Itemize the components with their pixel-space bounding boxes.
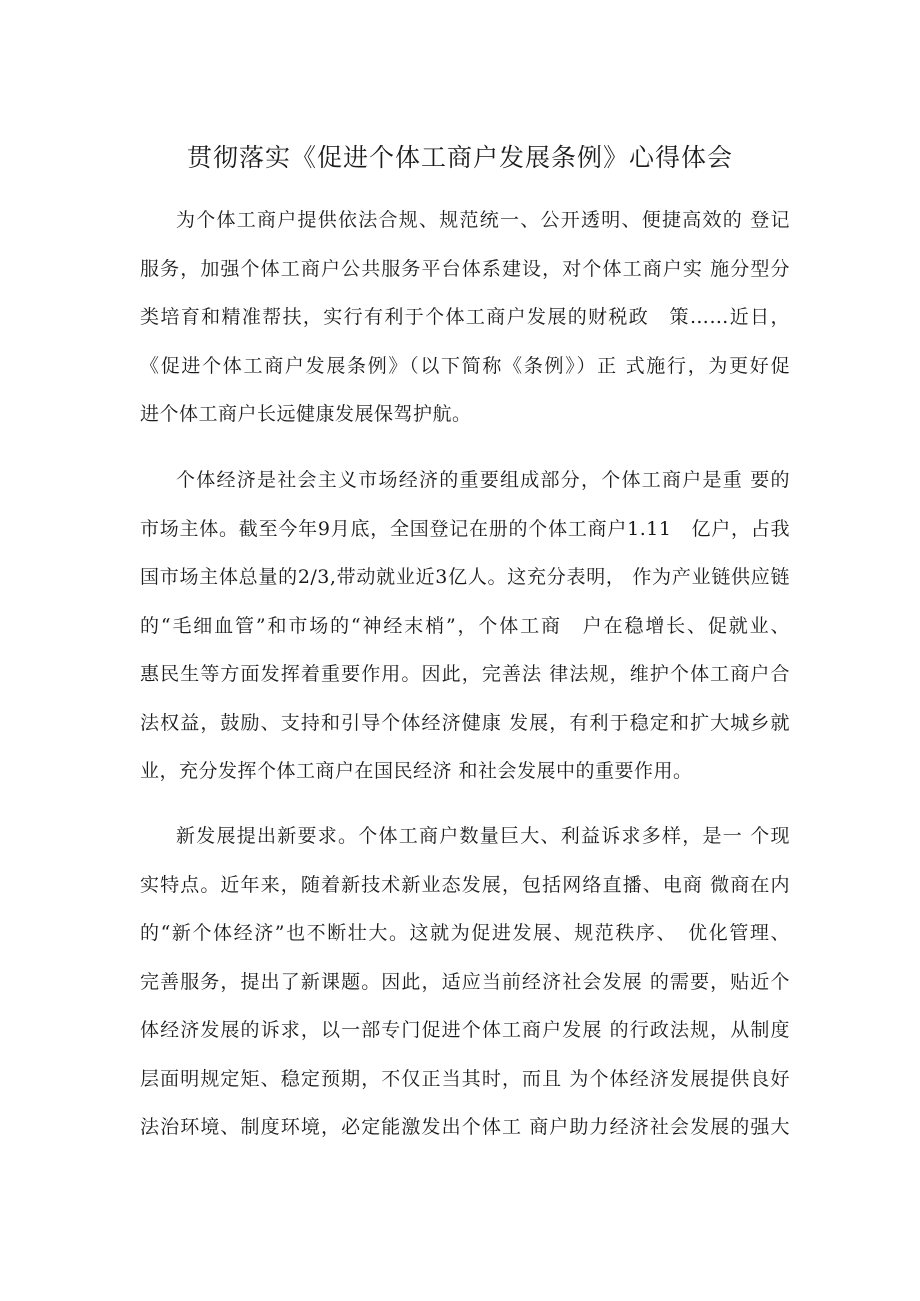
paragraph-line: 《促进个体工商户发展条例》（以下简称《条例》）正 式施行，为更好促	[140, 354, 790, 377]
paragraph-line: 业，充分发挥个体工商户在国民经济 和社会发展中的重要作用。	[140, 760, 693, 782]
paragraph-line: 完善服务，提出了新课题。因此，适应当前经济社会发展 的需要，贴近个	[140, 970, 790, 993]
paragraph-line: 服务，加强个体工商户公共服务平台体系建设，对个体工商户实 施分型分	[140, 257, 790, 280]
paragraph-line: 新发展提出新要求。个体工商户数量巨大、利益诉求多样，是一 个现	[176, 825, 790, 847]
paragraph-line: 的“毛细血管”和市场的“神经末梢”，个体工商 户在稳增长、促就业、	[140, 614, 790, 637]
paragraph-line: 个体经济是社会主义市场经济的重要组成部分，个体工商户是重 要的	[176, 469, 790, 491]
paragraph-line: 的“新个体经济”也不断壮大。这就为促进发展、规范秩序、 优化管理、	[140, 922, 790, 944]
paragraph-1	[140, 196, 790, 439]
paragraph-line: 惠民生等方面发挥着重要作用。因此，完善法 律法规，维护个体工商户合	[140, 663, 790, 685]
paragraph-line: 体经济发展的诉求，以一部专门促进个体工商户发展 的行政法规，从制度	[140, 1019, 790, 1041]
paragraph-line: 法权益，鼓励、支持和引导个体经济健康 发展，有利于稳定和扩大城乡就	[140, 711, 790, 734]
paragraph-line: 层面明规定矩、稳定预期，不仅正当其时，而且 为个体经济发展提供良好	[140, 1067, 790, 1090]
paragraph-line: 国市场主体总量的2/3,带动就业近3亿人。这充分表明， 作为产业链供应链	[140, 566, 790, 588]
paragraph-3	[140, 812, 790, 1152]
paragraph-line: 法治环境、制度环境，必定能激发出个体工 商户助力经济社会发展的强大	[140, 1116, 790, 1138]
paragraph-line: 市场主体。截至今年9月底，全国登记在册的个体工商户1.11 亿户，占我	[140, 517, 790, 540]
paragraph-line: 实特点。近年来，随着新技术新业态发展，包括网络直播、电商 微商在内	[140, 873, 790, 896]
paragraph-line: 进个体工商户长远健康发展保驾护航。	[140, 403, 472, 425]
paragraph-line: 类培育和精准帮扶，实行有利于个体工商户发展的财税政 策……近日，	[140, 306, 790, 328]
paragraph-line: 为个体工商户提供依法合规、规范统一、公开透明、便捷高效的 登记	[176, 209, 790, 231]
paragraph-2	[140, 456, 790, 796]
document-title: 贯彻落实《促进个体工商户发展条例》心得体会	[186, 143, 733, 172]
